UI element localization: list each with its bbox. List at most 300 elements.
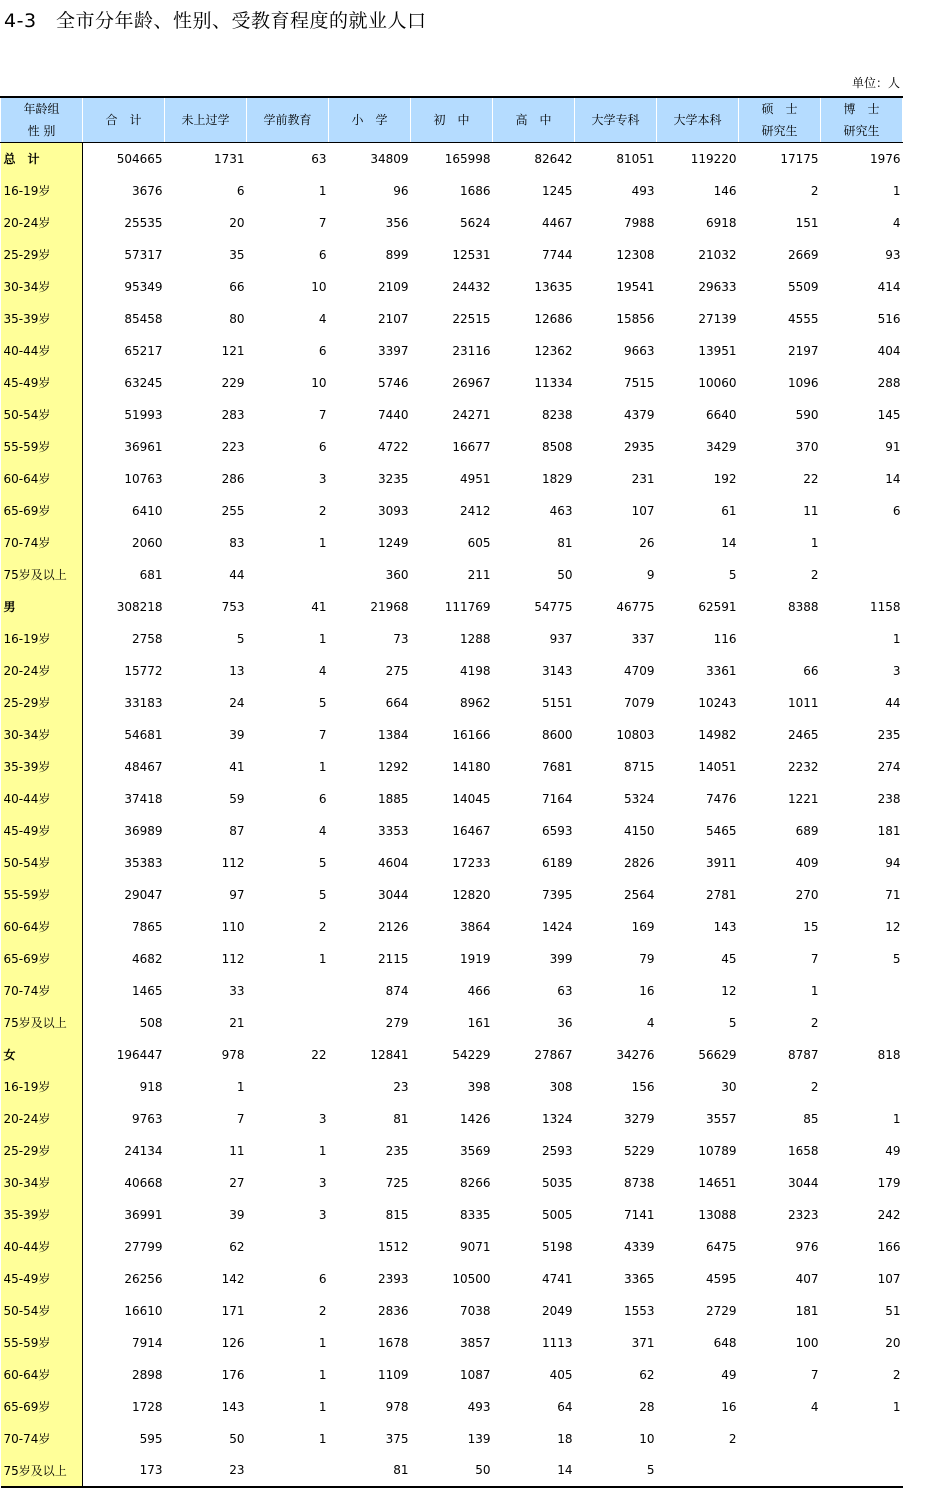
table-cell: 9 [646, 567, 655, 582]
table-row [1, 975, 903, 1007]
table-cell: 1686 [459, 183, 491, 198]
table-row [1, 239, 903, 271]
table-cell: 3044 [377, 887, 409, 902]
table-cell: 1384 [377, 727, 409, 742]
row-label: 20-24岁 [1, 1103, 83, 1135]
table-cell: 65217 [124, 343, 163, 358]
table-cell [821, 1455, 903, 1487]
table-cell: 5746 [377, 375, 409, 390]
table-cell: 279 [385, 1015, 409, 1030]
table-cell [657, 1455, 739, 1487]
table-row [1, 175, 903, 207]
table-cell: 4 [318, 311, 327, 326]
table-cell: 7 [236, 1111, 245, 1126]
table-cell: 7914 [131, 1335, 163, 1350]
table-cell: 242 [877, 1207, 901, 1222]
table-cell: 4 [318, 663, 327, 678]
table-cell: 3569 [459, 1143, 491, 1158]
table-cell: 15 [803, 919, 819, 934]
table-cell: 3864 [459, 919, 491, 934]
table-cell: 2107 [377, 311, 409, 326]
table-cell: 6 [318, 439, 327, 454]
table-cell: 2669 [787, 247, 819, 262]
row-label: 55-59岁 [1, 1327, 83, 1359]
table-cell: 2109 [377, 279, 409, 294]
header-line: 研究生 [843, 124, 880, 138]
table-cell: 2049 [541, 1303, 573, 1318]
table-cell: 8388 [787, 599, 819, 614]
table-cell: 12 [721, 983, 737, 998]
table-row [1, 1391, 903, 1423]
table-cell: 7038 [459, 1303, 491, 1318]
header-line: 小 学 [351, 113, 388, 127]
table-cell: 81 [557, 535, 573, 550]
table-cell: 151 [795, 215, 819, 230]
table-cell: 4604 [377, 855, 409, 870]
table-cell: 7395 [541, 887, 573, 902]
table-cell: 2729 [705, 1303, 737, 1318]
table-row [1, 1199, 903, 1231]
row-label: 40-44岁 [1, 335, 83, 367]
table-cell: 1324 [541, 1111, 573, 1126]
table-cell: 5 [892, 951, 901, 966]
table-cell: 54681 [124, 727, 163, 742]
table-cell: 24 [229, 695, 245, 710]
table-cell: 50 [411, 1455, 493, 1487]
header-line: 性 别 [27, 124, 56, 138]
table-cell: 4198 [459, 663, 491, 678]
table-cell: 3044 [787, 1175, 819, 1190]
table-cell: 93 [885, 247, 901, 262]
table-cell: 59 [229, 791, 245, 806]
table-cell: 978 [385, 1399, 409, 1414]
table-cell: 5465 [705, 823, 737, 838]
table-cell: 664 [385, 695, 409, 710]
table-cell: 238 [877, 791, 901, 806]
table-cell: 64 [557, 1399, 573, 1414]
table-cell: 12 [885, 919, 901, 934]
table-cell: 595 [139, 1431, 163, 1446]
table-row [1, 719, 903, 751]
table-row [1, 463, 903, 495]
table-cell: 493 [631, 183, 655, 198]
table-cell: 10 [639, 1431, 655, 1446]
table-cell: 16 [721, 1399, 737, 1414]
table-cell: 107 [877, 1271, 901, 1286]
table-cell: 49 [885, 1143, 901, 1158]
table-row [1, 1007, 903, 1039]
table-cell: 71 [885, 887, 901, 902]
row-label: 55-59岁 [1, 431, 83, 463]
row-label: 35-39岁 [1, 303, 83, 335]
table-cell: 1 [892, 631, 901, 646]
table-cell: 166 [877, 1239, 901, 1254]
table-cell: 22 [803, 471, 819, 486]
table-cell: 63245 [124, 375, 163, 390]
table-row [1, 431, 903, 463]
row-label: 40-44岁 [1, 1231, 83, 1263]
table-cell: 14051 [698, 759, 737, 774]
table-cell: 6 [892, 503, 901, 518]
table-cell: 145 [877, 407, 901, 422]
table-cell: 10763 [124, 471, 163, 486]
table-cell: 22 [311, 1047, 327, 1062]
table-cell: 14180 [452, 759, 491, 774]
table-cell: 4722 [377, 439, 409, 454]
table-cell: 95349 [124, 279, 163, 294]
table-cell: 1678 [377, 1335, 409, 1350]
header-line: 高 中 [515, 113, 552, 127]
table-cell: 270 [795, 887, 819, 902]
table-cell: 7079 [623, 695, 655, 710]
row-label: 60-64岁 [1, 463, 83, 495]
table-cell: 51993 [124, 407, 163, 422]
table-cell: 6189 [541, 855, 573, 870]
table-cell: 14 [885, 471, 901, 486]
table-cell: 2 [810, 1079, 819, 1094]
table-cell: 3353 [377, 823, 409, 838]
table-cell: 375 [385, 1431, 409, 1446]
row-label: 40-44岁 [1, 783, 83, 815]
table-row [1, 1135, 903, 1167]
table-cell: 85 [803, 1111, 819, 1126]
table-cell: 1 [318, 951, 327, 966]
header-line: 博 士 [843, 102, 880, 116]
row-label: 35-39岁 [1, 751, 83, 783]
table-cell: 937 [549, 631, 573, 646]
table-cell: 19541 [616, 279, 655, 294]
table-cell: 5035 [541, 1175, 573, 1190]
table-cell: 3 [318, 1207, 327, 1222]
table-cell: 22515 [452, 311, 491, 326]
table-cell: 44 [885, 695, 901, 710]
table-cell: 2465 [787, 727, 819, 742]
table-cell: 9663 [623, 343, 655, 358]
table-cell [247, 559, 329, 591]
table-cell: 91 [885, 439, 901, 454]
table-cell: 8266 [459, 1175, 491, 1190]
table-cell: 13635 [534, 279, 573, 294]
table-cell: 6410 [131, 503, 163, 518]
table-cell: 17175 [780, 151, 819, 166]
table-cell: 3676 [131, 183, 163, 198]
table-cell: 356 [385, 215, 409, 230]
header-line: 学前教育 [263, 113, 312, 127]
table-cell: 1885 [377, 791, 409, 806]
table-cell: 63 [557, 983, 573, 998]
table-cell: 143 [221, 1399, 245, 1414]
table-cell: 1113 [541, 1335, 573, 1350]
table-cell: 1658 [787, 1143, 819, 1158]
table-cell [821, 559, 903, 591]
table-cell: 4709 [623, 663, 655, 678]
table-cell: 7744 [541, 247, 573, 262]
table-cell: 66 [803, 663, 819, 678]
table-cell: 1292 [377, 759, 409, 774]
table-cell: 4467 [541, 215, 573, 230]
table-cell: 7164 [541, 791, 573, 806]
table-cell: 6475 [705, 1239, 737, 1254]
table-cell: 181 [877, 823, 901, 838]
table-cell: 179 [877, 1175, 901, 1190]
table-cell: 66 [229, 279, 245, 294]
row-label: 35-39岁 [1, 1199, 83, 1231]
table-cell: 5624 [459, 215, 491, 230]
header-age-sex [1, 97, 83, 143]
table-cell: 725 [385, 1175, 409, 1190]
table-row [1, 879, 903, 911]
table-row [1, 1423, 903, 1455]
header-col-9 [821, 97, 903, 143]
table-row [1, 335, 903, 367]
table-cell: 874 [385, 983, 409, 998]
table-cell: 21032 [698, 247, 737, 262]
table-cell: 4741 [541, 1271, 573, 1286]
table-cell: 143 [713, 919, 737, 934]
table-cell: 689 [795, 823, 819, 838]
table-cell: 6593 [541, 823, 573, 838]
table-cell: 5 [318, 695, 327, 710]
table-cell: 24134 [124, 1143, 163, 1158]
row-label: 70-74岁 [1, 527, 83, 559]
table-row [1, 495, 903, 527]
table-row [1, 207, 903, 239]
table-cell: 8335 [459, 1207, 491, 1222]
table-header [1, 97, 903, 143]
table-cell: 5324 [623, 791, 655, 806]
table-cell [821, 1007, 903, 1039]
table-cell: 62 [229, 1239, 245, 1254]
table-cell: 97 [229, 887, 245, 902]
table-cell: 753 [221, 599, 245, 614]
table-cell: 6 [236, 183, 245, 198]
unit-label: 单位：人 [851, 76, 900, 90]
table-cell: 370 [795, 439, 819, 454]
table-cell: 33 [229, 983, 245, 998]
row-label: 25-29岁 [1, 1135, 83, 1167]
table-cell: 14982 [698, 727, 737, 742]
table-cell: 1829 [541, 471, 573, 486]
table-cell: 23116 [452, 343, 491, 358]
table-cell: 5 [728, 567, 737, 582]
header-col-1 [165, 97, 247, 143]
table-cell: 173 [83, 1455, 165, 1487]
table-cell [247, 1455, 329, 1487]
table-cell: 235 [385, 1143, 409, 1158]
table-row [1, 1167, 903, 1199]
table-cell: 83 [229, 535, 245, 550]
row-label: 16-19岁 [1, 623, 83, 655]
table-cell: 1011 [787, 695, 819, 710]
table-cell: 27139 [698, 311, 737, 326]
row-label: 70-74岁 [1, 975, 83, 1007]
table-cell: 51 [885, 1303, 901, 1318]
table-cell: 6 [318, 1271, 327, 1286]
table-cell: 13951 [698, 343, 737, 358]
table-cell: 2060 [131, 535, 163, 550]
table-cell: 4 [892, 215, 901, 230]
table-cell: 8508 [541, 439, 573, 454]
table-cell: 493 [467, 1399, 491, 1414]
table-cell: 7865 [131, 919, 163, 934]
table-cell: 12362 [534, 343, 573, 358]
table-cell: 56629 [698, 1047, 737, 1062]
table-cell: 156 [631, 1079, 655, 1094]
header-col-8 [739, 97, 821, 143]
table-cell: 4595 [705, 1271, 737, 1286]
table-cell: 6640 [705, 407, 737, 422]
table-cell: 81 [393, 1111, 409, 1126]
table-cell: 12531 [452, 247, 491, 262]
header-line: 初 中 [433, 113, 470, 127]
table-cell: 7141 [623, 1207, 655, 1222]
table-cell: 14 [721, 535, 737, 550]
table-cell: 274 [877, 759, 901, 774]
table-cell [821, 1071, 903, 1103]
table-cell: 20 [885, 1335, 901, 1350]
table-cell: 110 [221, 919, 245, 934]
table-cell: 466 [467, 983, 491, 998]
table-cell: 116 [713, 631, 737, 646]
table-cell: 1245 [541, 183, 573, 198]
table-cell: 5 [236, 631, 245, 646]
table-row [1, 1103, 903, 1135]
table-cell: 1 [318, 1431, 327, 1446]
table-cell: 139 [467, 1431, 491, 1446]
table-cell: 112 [221, 951, 245, 966]
table-row [1, 367, 903, 399]
table-cell: 8738 [623, 1175, 655, 1190]
header-line: 大学本科 [673, 113, 722, 127]
table-cell: 2232 [787, 759, 819, 774]
row-label: 女 [1, 1039, 83, 1071]
row-label: 60-64岁 [1, 1359, 83, 1391]
table-cell: 10243 [698, 695, 737, 710]
table-cell: 2 [810, 1015, 819, 1030]
header-line: 研究生 [761, 124, 798, 138]
table-cell: 5 [575, 1455, 657, 1487]
group-row [1, 143, 903, 175]
table-cell: 94 [885, 855, 901, 870]
table-cell: 39 [229, 1207, 245, 1222]
header-col-7 [657, 97, 739, 143]
table-cell: 407 [795, 1271, 819, 1286]
table-cell: 504665 [116, 151, 163, 166]
table-cell: 5005 [541, 1207, 573, 1222]
header-line: 合 计 [105, 113, 142, 127]
row-label: 65-69岁 [1, 1391, 83, 1423]
table-cell: 516 [877, 311, 901, 326]
table-cell: 181 [795, 1303, 819, 1318]
header-col-0 [83, 97, 165, 143]
table-cell: 10500 [452, 1271, 491, 1286]
row-label: 50-54岁 [1, 1295, 83, 1327]
table-cell: 3 [318, 1111, 327, 1126]
table-cell: 8238 [541, 407, 573, 422]
table-cell: 7 [318, 727, 327, 742]
table-cell: 3235 [377, 471, 409, 486]
row-label: 45-49岁 [1, 367, 83, 399]
table-cell: 49 [721, 1367, 737, 1382]
table-cell: 590 [795, 407, 819, 422]
table-cell: 3429 [705, 439, 737, 454]
table-cell: 1426 [459, 1111, 491, 1126]
table-cell: 12686 [534, 311, 573, 326]
table-cell: 3557 [705, 1111, 737, 1126]
table-cell: 6918 [705, 215, 737, 230]
table-cell: 3093 [377, 503, 409, 518]
table-cell: 5198 [541, 1239, 573, 1254]
table-cell: 1 [236, 1079, 245, 1094]
table-cell: 17233 [452, 855, 491, 870]
table-cell: 8787 [787, 1047, 819, 1062]
table-cell: 409 [795, 855, 819, 870]
row-label: 16-19岁 [1, 1071, 83, 1103]
table-cell: 46775 [616, 599, 655, 614]
table-cell: 14 [493, 1455, 575, 1487]
table-cell: 1087 [459, 1367, 491, 1382]
table-cell: 463 [549, 503, 573, 518]
table-cell: 2836 [377, 1303, 409, 1318]
row-label: 60-64岁 [1, 911, 83, 943]
table-cell: 978 [221, 1047, 245, 1062]
table-cell: 1 [810, 535, 819, 550]
table-cell: 2323 [787, 1207, 819, 1222]
table-cell: 5 [318, 887, 327, 902]
table-cell: 371 [631, 1335, 655, 1350]
table-cell: 6 [318, 247, 327, 262]
table-cell: 142 [221, 1271, 245, 1286]
table-cell: 2115 [377, 951, 409, 966]
table-cell: 1 [892, 1399, 901, 1414]
table-cell: 1 [318, 631, 327, 646]
table-cell: 414 [877, 279, 901, 294]
table-cell: 192 [713, 471, 737, 486]
table-cell: 40668 [124, 1175, 163, 1190]
row-label: 70-74岁 [1, 1423, 83, 1455]
table-cell: 34276 [616, 1047, 655, 1062]
table-row [1, 783, 903, 815]
table-row [1, 271, 903, 303]
table-cell: 405 [549, 1367, 573, 1382]
table-cell: 146 [713, 183, 737, 198]
table-cell: 14651 [698, 1175, 737, 1190]
table-cell: 1 [318, 1367, 327, 1382]
header-col-5 [493, 97, 575, 143]
table-cell: 44 [229, 567, 245, 582]
table-cell: 36961 [124, 439, 163, 454]
table-cell: 13 [229, 663, 245, 678]
table-cell: 5 [728, 1015, 737, 1030]
table-cell: 112 [221, 855, 245, 870]
table-cell: 119220 [690, 151, 737, 166]
table-cell: 18 [557, 1431, 573, 1446]
table-row [1, 751, 903, 783]
table-cell: 34809 [370, 151, 409, 166]
table-cell: 1 [892, 1111, 901, 1126]
table-cell: 126 [221, 1335, 245, 1350]
employment-table [0, 96, 903, 1488]
table-cell: 288 [877, 375, 901, 390]
table-cell [247, 1007, 329, 1039]
table-cell: 14045 [452, 791, 491, 806]
table-cell: 24271 [452, 407, 491, 422]
table-cell: 16610 [124, 1303, 163, 1318]
table-cell: 100 [795, 1335, 819, 1350]
table-cell: 62591 [698, 599, 737, 614]
table-cell [739, 623, 821, 655]
header-col-2 [247, 97, 329, 143]
